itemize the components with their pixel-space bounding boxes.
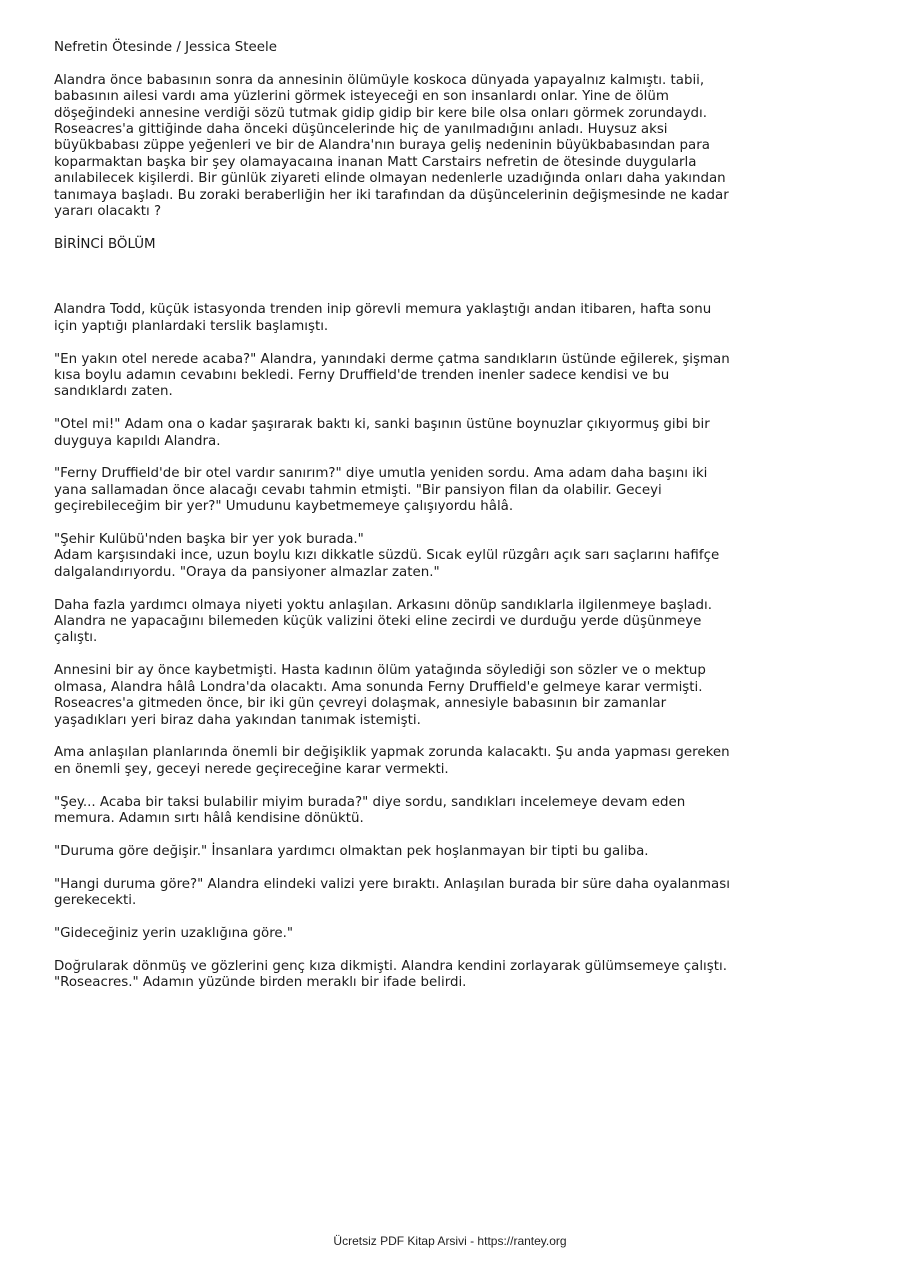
- page-footer: Ücretsiz PDF Kitap Arsivi - https://rantey.org: [333, 1234, 567, 1248]
- body-paragraph: "Şehir Kulübü'nden başka bir yer yok burada." Adam karşısındaki ince, uzun boylu kızı dikkatle süzdü. Sıcak eylül rüzgârı açık sarı saçlarını hafifçe dalgalandırıyordu. "Oraya da pansiyoner almazlar zaten.": [54, 532, 720, 580]
- body-paragraph: "Otel mi!" Adam ona o kadar şaşırarak baktı ki, sanki başının üstüne boynuzlar çıkıyormuş gibi bir duyguya kapıldı Alandra.: [54, 417, 710, 449]
- body-paragraph: Annesini bir ay önce kaybetmişti. Hasta kadının ölüm yatağında söylediği son sözler ve o mektup olmasa, Alandra hâlâ Londra'da olacaktı. Ama sonunda Ferny Druffield'e gelmeye karar vermişti. Roseacres'a gitmeden önce, bir iki gün çevreyi dolaşmak, annesiyle babasının bir zamanlar yaşadıkları yeri biraz daha yakından tanımak istemişti.: [54, 663, 706, 728]
- body-paragraph: Doğrularak dönmüş ve gözlerini genç kıza dikmişti. Alandra kendini zorlayarak gülümsemeye çalıştı. "Roseacres." Adamın yüzünde birden meraklı bir ifade belirdi.: [54, 958, 727, 990]
- body-paragraph: Daha fazla yardımcı olmaya niyeti yoktu anlaşılan. Arkasını dönüp sandıklarla ilgilenmeye başladı. Alandra ne yapacağını bilemeden küçük valizini öteki eline zecirdi ve durduğu yerde düşünmeye çalıştı.: [54, 597, 712, 646]
- document-page: [54, 40, 734, 1008]
- body-paragraph: "Ferny Druffield'de bir otel vardır sanırım?" diye umutla yeniden sordu. Ama adam daha başını iki yana sallamadan önce alacağı cevabı tahmin etmişti. "Bir pansiyon filan da olabilir. Geceyi geçirebileceğim bir yer?" Umudunu kaybetmemeye çalışıyordu hâlâ.: [54, 466, 708, 515]
- summary-paragraph: Alandra önce babasının sonra da annesinin ölümüyle koskoca dünyada yapayalnız kalmıştı. tabii, babasının ailesi vardı ama yüzlerini görmek isteyeceği en son insanlardı onlar. Yine de ölüm döşeğindeki annesine verdiği sözü tutmak gidip gidip bir kere bile olsa onları görmek zorundaydı. Roseacres'a gittiğinde daha önceki düşüncelerinde hiç de yanılmadığını anladı. Huysuz aksi büyükbabası züppe yeğenleri ve bir de Alandra'nın buraya geliş nedeninin büyükbabasından para koparmaktan başka bir şey olamayacaına inanan Matt Carstairs nefretin de ötesinde duygularla anılabilecek kişilerdi. Bir günlük ziyareti elinde olmayan nedenlerle uzadığında onları daha yakından tanımaya başladı. Bu zoraki beraberliğin her iki tarafından da düşüncelerinin değişmesinde ne kadar yararı olacaktı ?: [54, 72, 729, 220]
- chapter-title: BİRİNCİ BÖLÜM: [54, 236, 156, 252]
- body-paragraph: "En yakın otel nerede acaba?" Alandra, yanındaki derme çatma sandıkların üstünde eğilerek, şişman kısa boylu adamın cevabını bekledi. Ferny Druffield'de trenden inenler sadece kendisi ve bu sandıklardı zaten.: [54, 351, 730, 400]
- body-paragraph: Ama anlaşılan planlarında önemli bir değişiklik yapmak zorunda kalacaktı. Şu anda yapması gereken en önemli şey, geceyi nerede geçireceğine karar vermekti.: [54, 745, 730, 777]
- document-header: Nefretin Ötesinde / Jessica Steele: [54, 40, 277, 55]
- body-paragraph: Alandra Todd, küçük istasyonda trenden inip görevli memura yaklaştığı andan itibaren, hafta sonu için yaptığı planlardaki terslik başlamıştı.: [54, 302, 712, 334]
- body-paragraph: "Hangi duruma göre?" Alandra elindeki valizi yere bıraktı. Anlaşılan burada bir süre daha oyalanması gerekecekti.: [54, 876, 730, 908]
- body-paragraph: "Gideceğiniz yerin uzaklığına göre.": [54, 925, 294, 941]
- body-paragraph: "Duruma göre değişir." İnsanlara yardımcı olmaktan pek hoşlanmayan bir tipti bu galiba.: [54, 843, 649, 859]
- body-paragraph: "Şey... Acaba bir taksi bulabilir miyim burada?" diye sordu, sandıkları incelemeye devam eden memura. Adamın sırtı hâlâ kendisine dönüktü.: [54, 794, 686, 826]
